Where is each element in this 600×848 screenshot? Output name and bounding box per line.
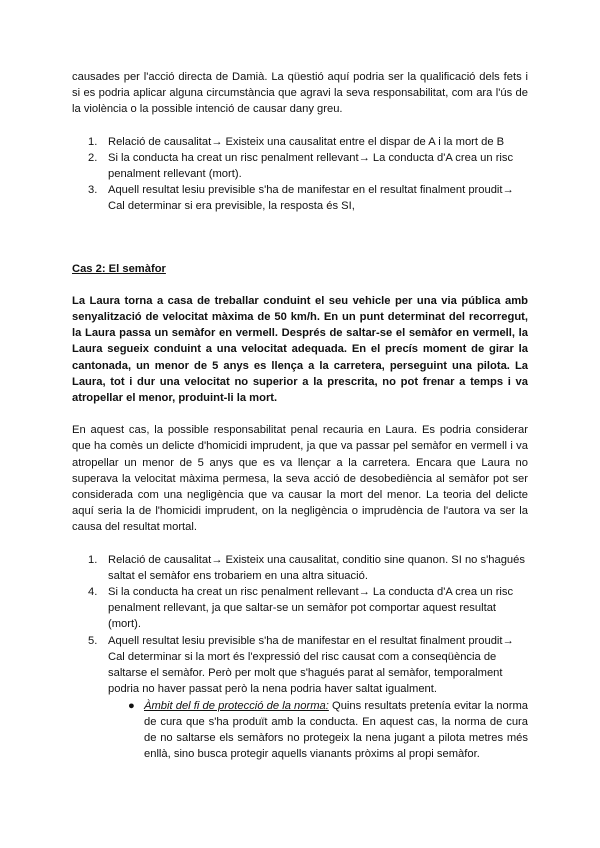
list-text: Aquell resultat lesiu previsible s'ha de manifestar en el resultat finalment proudit→ Cal determinar si era previsible, la resposta és SI, [108,184,514,213]
list-number: 5. [88,634,98,647]
list-number: 4. [88,586,98,599]
list-text: Si la conducta ha creat un risc penalment rellevant→ La conducta d'A crea un risc penalment rellevant (mort). [108,151,514,181]
bullet-dot-icon: ● [128,699,135,712]
list-text: Relació de causalitat→ Existeix una causalitat entre el dispar de A i la mort de B [108,135,505,148]
intro-paragraph: causades per l'acció directa de Damià. La qüestió aquí podria ser la qualificació dels fets i si es podria aplicar alguna circumstància que agravi la seva responsabilitat, com ara l'ús de la violència o la possible intenció de causar dany greu. [72,71,528,116]
bullet-label: Àmbit del fi de protecció de la norma: [144,699,329,712]
list-item [72,633,528,698]
list-number: 3. [88,184,98,197]
list-item [72,584,528,633]
list-number: 2. [88,151,98,164]
list-number: 1. [88,135,98,148]
list-text: Relació de causalitat→ Existeix una causalitat, conditio sine quanon. SI no s'hagués saltat el semàfor ens trobariem en una altra situació. [108,553,525,582]
bullet-text: Quins resultats pretenía evitar la norma de cura que s'ha produït amb la conducta. En aquest cas, la norma de cura de no saltarse els semàfors no protegeix la nena jugant a pilota metres més enllà, sino busca protegir aquells vianants pròxims al propi semàfor. [144,699,529,761]
document-page [72,69,528,762]
list-item [72,150,528,182]
list-item [72,552,528,584]
list-item [72,134,528,150]
causality-list-1 [72,134,528,215]
case-statement: La Laura torna a casa de treballar conduint el seu vehicle per una via pública amb senyalització de velocitat màxima de 50 km/h. En un punt determinat del recorregut, la Laura passa un semàfor en vermell. Després de saltar-se el semàfor en vermell, la Laura segueix conduint a una velocitat adequada. En el precís moment de girar la cantonada, un menor de 5 anys es llença a la carretera, perseguint una pilota. La Laura, tot i dur una velocitat no superior a la prescrita, no pot frenar a temps i va atropellar el menor, produint-li la mort. [72,294,528,405]
list-text: Aquell resultat lesiu previsible s'ha de manifestar en el resultat finalment proudit→ Cal determinar si la mort és l'expressió del risc causat com a conseqüència de saltarse el semàfor. Però per molt que s'hagués parat al semàfor, temporalment podria no haver passat però la nena podria haver saltat igualment. [108,634,514,696]
bullet-list [72,698,528,763]
list-item [72,182,528,214]
case-analysis: En aquest cas, la possible responsabilitat penal recauria en Laura. Es podria considerar que ha comès un delicte d'homicidi imprudent, ja que va passar pel semàfor en vermell i va atropellar un menor de 5 anys que es va llençar a la carretera. Encara que Laura no superava la velocitat màxima permesa, la seva acció de desobediència al semàfor pot ser considerada com una negligència que va causar la mort del menor. La teoria del delicte aquí seria la de l'homicidi imprudent, on la negligència o imprudència de l'autora va ser la causa del resultat mortal. [72,424,528,534]
case-heading: Cas 2: El semàfor [72,262,166,275]
bullet-item [72,698,528,763]
causality-list-2 [72,552,528,698]
list-text: Si la conducta ha creat un risc penalment rellevant→ La conducta d'A crea un risc penalment rellevant, ja que saltar-se un semàfor pot comportar aquest resultat (mort). [108,586,514,631]
list-number: 1. [88,553,98,566]
